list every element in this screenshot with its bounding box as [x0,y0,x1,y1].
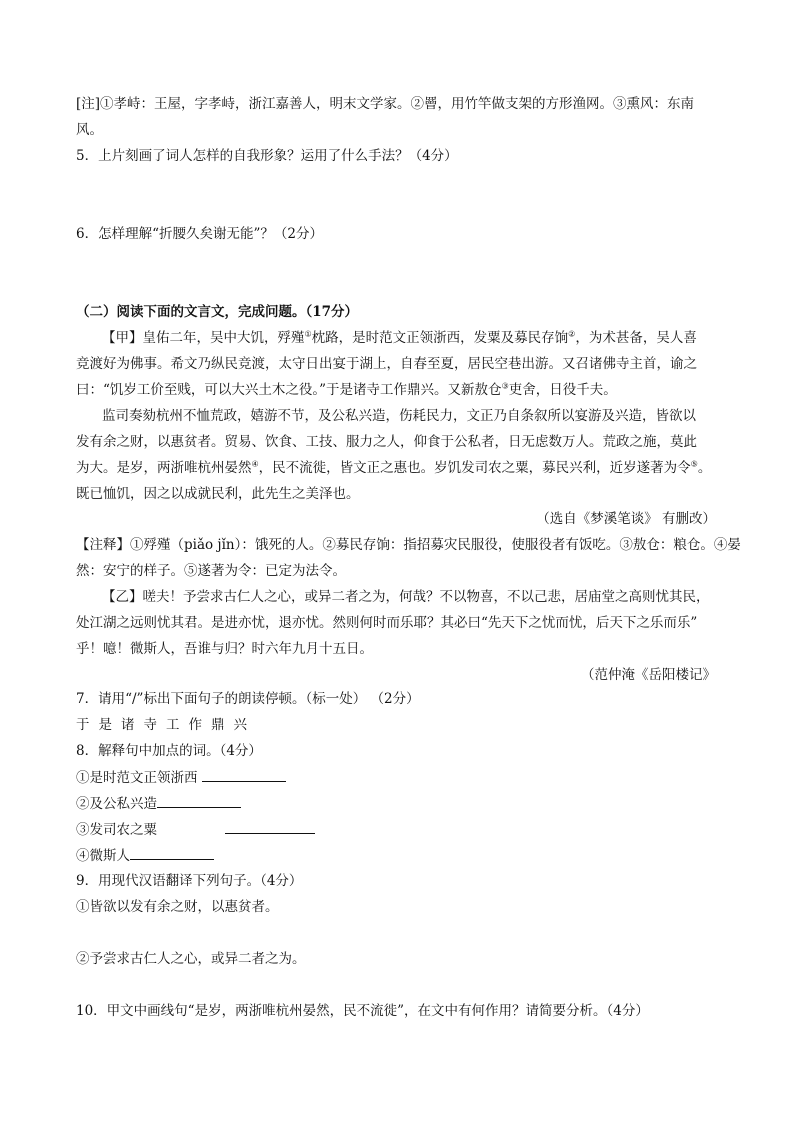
text: ，皆文正之惠也。岁饥发司农之粟，募民兴利，近岁遂著为令 [326,460,691,476]
q8-item-text: ②及公私兴造 [76,796,157,812]
text: 枕路，是时范文正领浙西，发粟及募民存饷 [311,330,569,346]
text: 曰：“饥岁工价至贱，可以大兴土木之役。”于是诸寺工作鼎兴。又新敖仓 [76,382,502,398]
q8-item [76,794,241,813]
annotation-line2: 然：安宁的样子。⑤遂著为令：已定为法令。 [76,563,346,579]
question-5: 5．上片刻画了词人怎样的自我形象？运用了什么手法？（4分） [76,148,458,164]
answer-blank[interactable] [202,768,286,782]
yi-line: 【乙】嗟夫！予尝求古仁人之心，或异二者之为，何哉？不以物喜，不以己悲，居庙堂之高则忧其民， [102,589,710,605]
q9-sentence-1: ①皆欲以发有余之财，以惠贫者。 [76,899,279,915]
answer-blank[interactable] [225,820,315,834]
underlined-sentence: 两浙唯杭州晏然 [157,460,252,476]
jia-line [76,459,711,477]
jia-line [102,329,697,347]
footnote-marker: ④ [251,459,259,469]
q8-item [76,820,315,839]
question-6: 6．怎样理解“折腰久矣谢无能”？（2分） [76,226,323,242]
poem-note-line1: [注]①孝峙：王屋，字孝峙，浙江嘉善人，明末文学家。②罾，用竹竿做支架的方形渔网。③熏风：东南 [76,96,695,112]
jia-line: 竞渡好为佛事。希文乃纵民竞渡，太守日出宴于湖上，自春至夏，居民空巷出游。又召诸佛寺主首，谕之 [76,356,697,372]
q8-item [76,768,286,787]
yi-line: 乎！噫！微斯人，吾谁与归？时六年九月十五日。 [76,641,373,657]
answer-blank[interactable] [157,794,241,808]
q8-item-text: ①是时范文正领浙西 [76,770,198,786]
annotation-line1: 【注释】①殍殣（piǎo jǐn）：饿死的人。②募民存饷：指招募灾民服役，使服役者有饭吃。③敖仓：粮仓。④晏 [76,537,741,553]
yi-line: 处江湖之远则忧其君。是进亦忧，退亦忧。然则何时而乐耶？其必曰“先天下之忧而忧，后天下之乐而乐” [76,615,698,631]
q8-item [76,846,214,865]
footnote-marker: ① [304,329,312,339]
question-7: 7．请用“/”标出下面句子的朗读停顿。（标一处） （2分） [76,691,420,707]
text: 。 [697,460,712,476]
answer-blank[interactable] [130,846,214,860]
question-10: 10．甲文中画线句“是岁，两浙唯杭州晏然，民不流徙”，在文中有何作用？请简要分析。（4分） [76,1003,649,1019]
jia-line [76,381,617,399]
text: 吏舍，日役千夫。 [508,382,617,398]
text: ，为术甚备，吴人喜 [575,330,697,346]
q9-sentence-2: ②予尝求古仁人之心，或异二者之为。 [76,951,306,967]
question-8: 8．解释句中加点的词。（4分） [76,743,262,759]
poem-note-line2: 风。 [76,122,103,138]
q8-item-text: ③发司农之粟 [76,822,157,838]
yi-source: （范仲淹《岳阳楼记》 [581,667,716,683]
jia-line: 既已恤饥，因之以成就民利，此先生之美泽也。 [76,486,360,502]
footnote-marker: ⑤ [690,459,698,469]
text: ，民不流徙 [258,460,327,476]
jia-source: （选自《梦溪笔谈》 有删改） [536,511,716,527]
text: 【甲】皇佑二年，吴中大饥，殍殣 [102,330,305,346]
footnote-marker: ② [568,329,576,339]
footnote-marker: ③ [501,381,509,391]
jia-line: 发有余之财，以惠贫者。贸易、饮食、工技、服力之人，仰食于公私者，日无虑数万人。荒政之施，莫此 [76,434,697,450]
section-2-title: （二）阅读下面的文言文，完成问题。（17分） [76,304,359,320]
question-7-sentence: 于是诸寺工作鼎兴 [76,717,256,733]
q8-item-text: ④微斯人 [76,848,130,864]
question-9: 9．用现代汉语翻译下列句子。（4分） [76,873,303,889]
text: 为大。是岁， [76,460,157,476]
jia-line: 监司奏劾杭州不恤荒政，嬉游不节，及公私兴造，伤耗民力，文正乃自条叙所以宴游及兴造，皆欲以 [102,408,696,424]
